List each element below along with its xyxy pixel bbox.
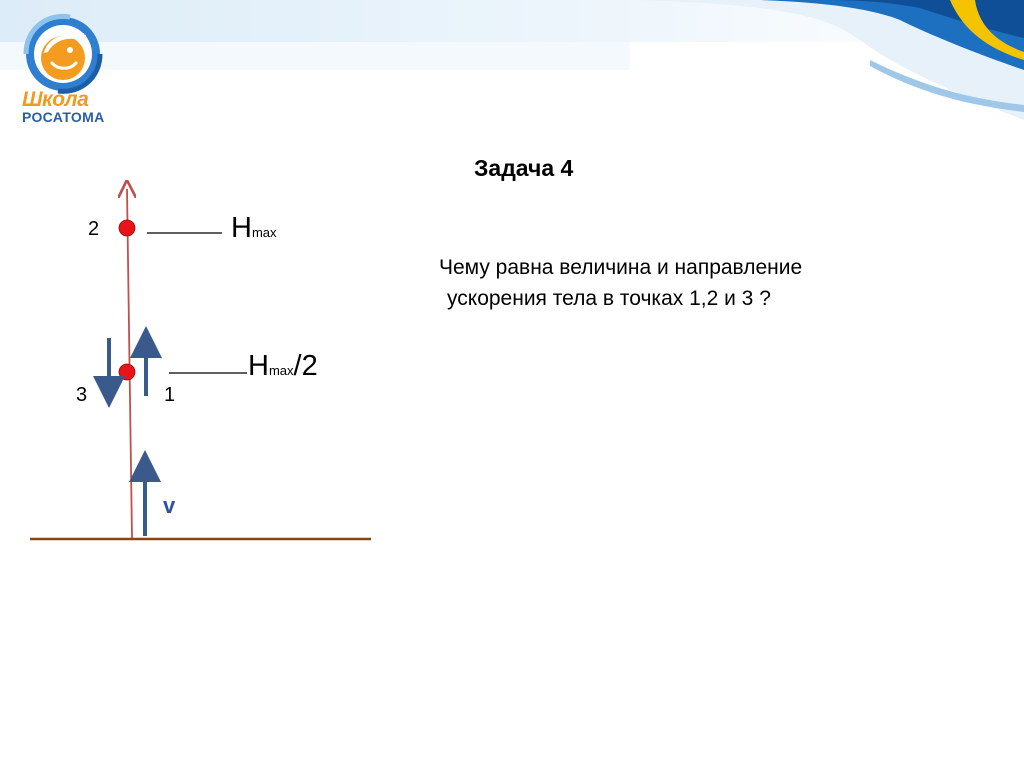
point-2-dot <box>119 220 135 236</box>
trajectory-line <box>127 189 132 538</box>
hmax-subscript: max <box>251 225 277 240</box>
point-3-label: 3 <box>76 384 88 406</box>
hmax-half-label <box>248 350 318 383</box>
logo-text-school: Школа <box>22 88 89 111</box>
point-1-label: 1 <box>164 384 176 406</box>
hmax-half-suffix: /2 <box>293 350 318 382</box>
velocity-label: v <box>163 493 176 518</box>
hmax-label <box>231 212 277 245</box>
point-3-1-dot <box>119 364 135 380</box>
point-2-label: 2 <box>88 218 100 240</box>
hmax-half-letter: H <box>248 350 269 382</box>
logo-text-rosatom: РОСАТОМА <box>22 109 105 125</box>
hmax-letter: H <box>231 212 252 244</box>
hmax-half-subscript: max <box>268 363 294 378</box>
question-line-1: Чему равна величина и направление <box>439 256 803 279</box>
task-title: Задача 4 <box>474 155 574 181</box>
question-line-2: ускорения тела в точках 1,2 и 3 ? <box>447 287 771 310</box>
